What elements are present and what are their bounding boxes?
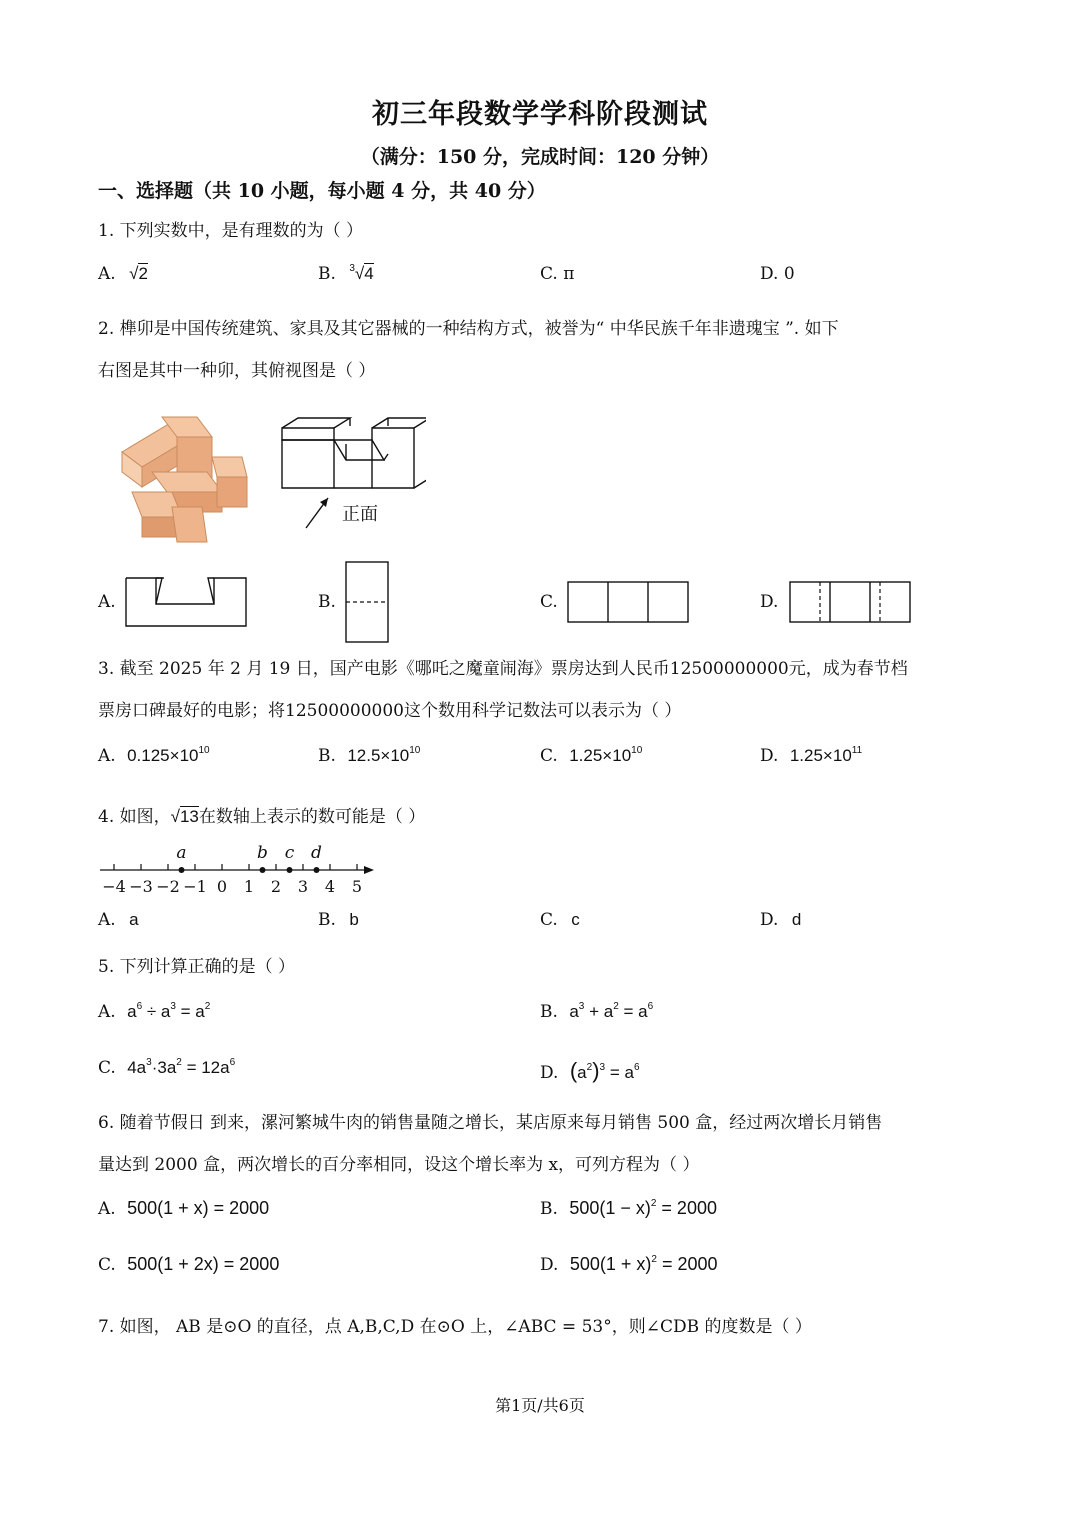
q2-option-c-label: C. — [540, 592, 558, 612]
axis-tick-label: −2 — [156, 877, 180, 896]
q4-option-b: B. b — [318, 910, 359, 930]
sqrt-2: √2 — [129, 264, 148, 283]
q5-option-a: A. $a^6 \div a^3 = a^2$ — [98, 1001, 211, 1022]
axis-tick-label: 0 — [216, 877, 228, 896]
q2-option-b-figure — [344, 560, 390, 646]
point-a — [179, 867, 185, 873]
q5-option-b: B. $a^3 + a^2 = a^6$ — [540, 1001, 654, 1022]
number-line — [96, 842, 386, 902]
q2-option-a-figure — [124, 574, 250, 630]
point-label-a: a — [176, 843, 187, 863]
option-label: B. — [318, 264, 336, 284]
question-2-stem-line1: 2. 榫卯是中国传统建筑、家具及其它器械的一种结构方式，被誉为“ 中华民族千年非遗瑰宝 ”. 如下 — [98, 319, 839, 339]
sqrt-13: √13 — [170, 807, 199, 826]
question-6-stem-line1: 6. 随着节假日 到来，漯河繁城牛肉的销售量随之增长，某店原来每月销售 500 盒，经过两次增长月销售 — [98, 1113, 883, 1133]
question-5-stem: 5. 下列计算正确的是（ ） — [98, 957, 296, 977]
q6-option-b: B. $500(1 - x)^2 = 2000$ — [540, 1198, 717, 1219]
q5-option-c: C. $4a^3\cdot 3a^2 = 12a^6$ — [98, 1057, 236, 1078]
q2-option-b-label: B. — [318, 592, 336, 612]
cube-root-4: $^3$√4 — [349, 263, 374, 283]
axis-tick-label: 5 — [351, 877, 363, 896]
axis-tick-label: −1 — [183, 877, 207, 896]
q3-option-a: A. $0.125\times 10^{10}$ — [98, 745, 210, 766]
point-label-d: d — [311, 843, 322, 863]
q2-option-d-label: D. — [760, 592, 779, 612]
point-label-b: b — [257, 843, 268, 863]
page-number: 第1页/共6页 — [495, 1396, 585, 1415]
question-2-stem-line2: 右图是其中一种卯，其俯视图是（ ） — [98, 361, 376, 381]
q6-option-a: A. 500(1 + x) = 2000 — [98, 1198, 270, 1219]
question-3-stem-line2: 票房口碑最好的电影；将12500000000这个数用科学记数法可以表示为（ ） — [98, 701, 682, 721]
point-b — [260, 867, 266, 873]
point-c — [287, 867, 293, 873]
question-3-stem-line1: 3. 截至 2025 年 2 月 19 日，国产电影《哪吒之魔童闹海》票房达到人民币12500000000元，成为春节档 — [98, 659, 908, 679]
axis-tick-label: 3 — [297, 877, 309, 896]
q3-option-d: D. $1.25\times 10^{11}$ — [760, 745, 863, 766]
question-4-stem: 4. 如图，√13在数轴上表示的数可能是（ ） — [98, 807, 426, 827]
q1-option-d: D. 0 — [760, 264, 795, 284]
point-label-c: c — [284, 843, 295, 863]
page-title: 初三年段数学学科阶段测试 — [372, 99, 708, 130]
q2-option-d-figure — [788, 580, 914, 626]
question-6-stem-line2: 量达到 2000 盒，两次增长的百分率相同，设这个增长率为 x，可列方程为（ ） — [98, 1155, 700, 1175]
q6-option-d: D. $500(1 + x)^2 = 2000$ — [540, 1254, 718, 1275]
exam-info: （满分：150 分，完成时间：120 分钟） — [360, 146, 720, 168]
axis-tick-label: 1 — [243, 877, 255, 896]
mortise-wooden-photo — [112, 412, 252, 548]
q1-option-a — [98, 264, 148, 284]
q4-option-d: D. d — [760, 910, 802, 930]
axis-tick-label: −3 — [129, 877, 153, 896]
q5-option-d: D. $(a^2)^3 = a^6$ — [540, 1058, 640, 1083]
option-label: A. — [98, 264, 116, 284]
point-d — [314, 867, 320, 873]
q2-option-a-label: A. — [98, 592, 116, 612]
q3-option-b: B. $12.5\times 10^{10}$ — [318, 745, 421, 766]
axis-tick-label: −4 — [102, 877, 126, 896]
front-view-label: 正面 — [342, 504, 378, 525]
q1-option-c: C. π — [540, 264, 575, 284]
axis-tick-label: 4 — [324, 877, 336, 896]
q4-option-c: C. c — [540, 910, 580, 930]
question-1-stem: 1. 下列实数中，是有理数的为（ ） — [98, 221, 364, 241]
section-heading: 一、选择题（共 10 小题，每小题 4 分，共 40 分） — [98, 180, 546, 202]
q2-option-c-figure — [566, 580, 692, 626]
q3-option-c: C. $1.25\times 10^{10}$ — [540, 745, 643, 766]
q4-option-a: A. a — [98, 910, 139, 930]
q1-option-b — [318, 264, 374, 284]
axis-tick-label: 2 — [270, 877, 282, 896]
question-7-stem: 7. 如图， AB 是⊙O 的直径，点 A,B,C,D 在⊙O 上，∠ABC = 53°，则∠CDB 的度数是（ ） — [98, 1317, 812, 1337]
q6-option-c: C. 500(1 + 2x) = 2000 — [98, 1254, 280, 1275]
